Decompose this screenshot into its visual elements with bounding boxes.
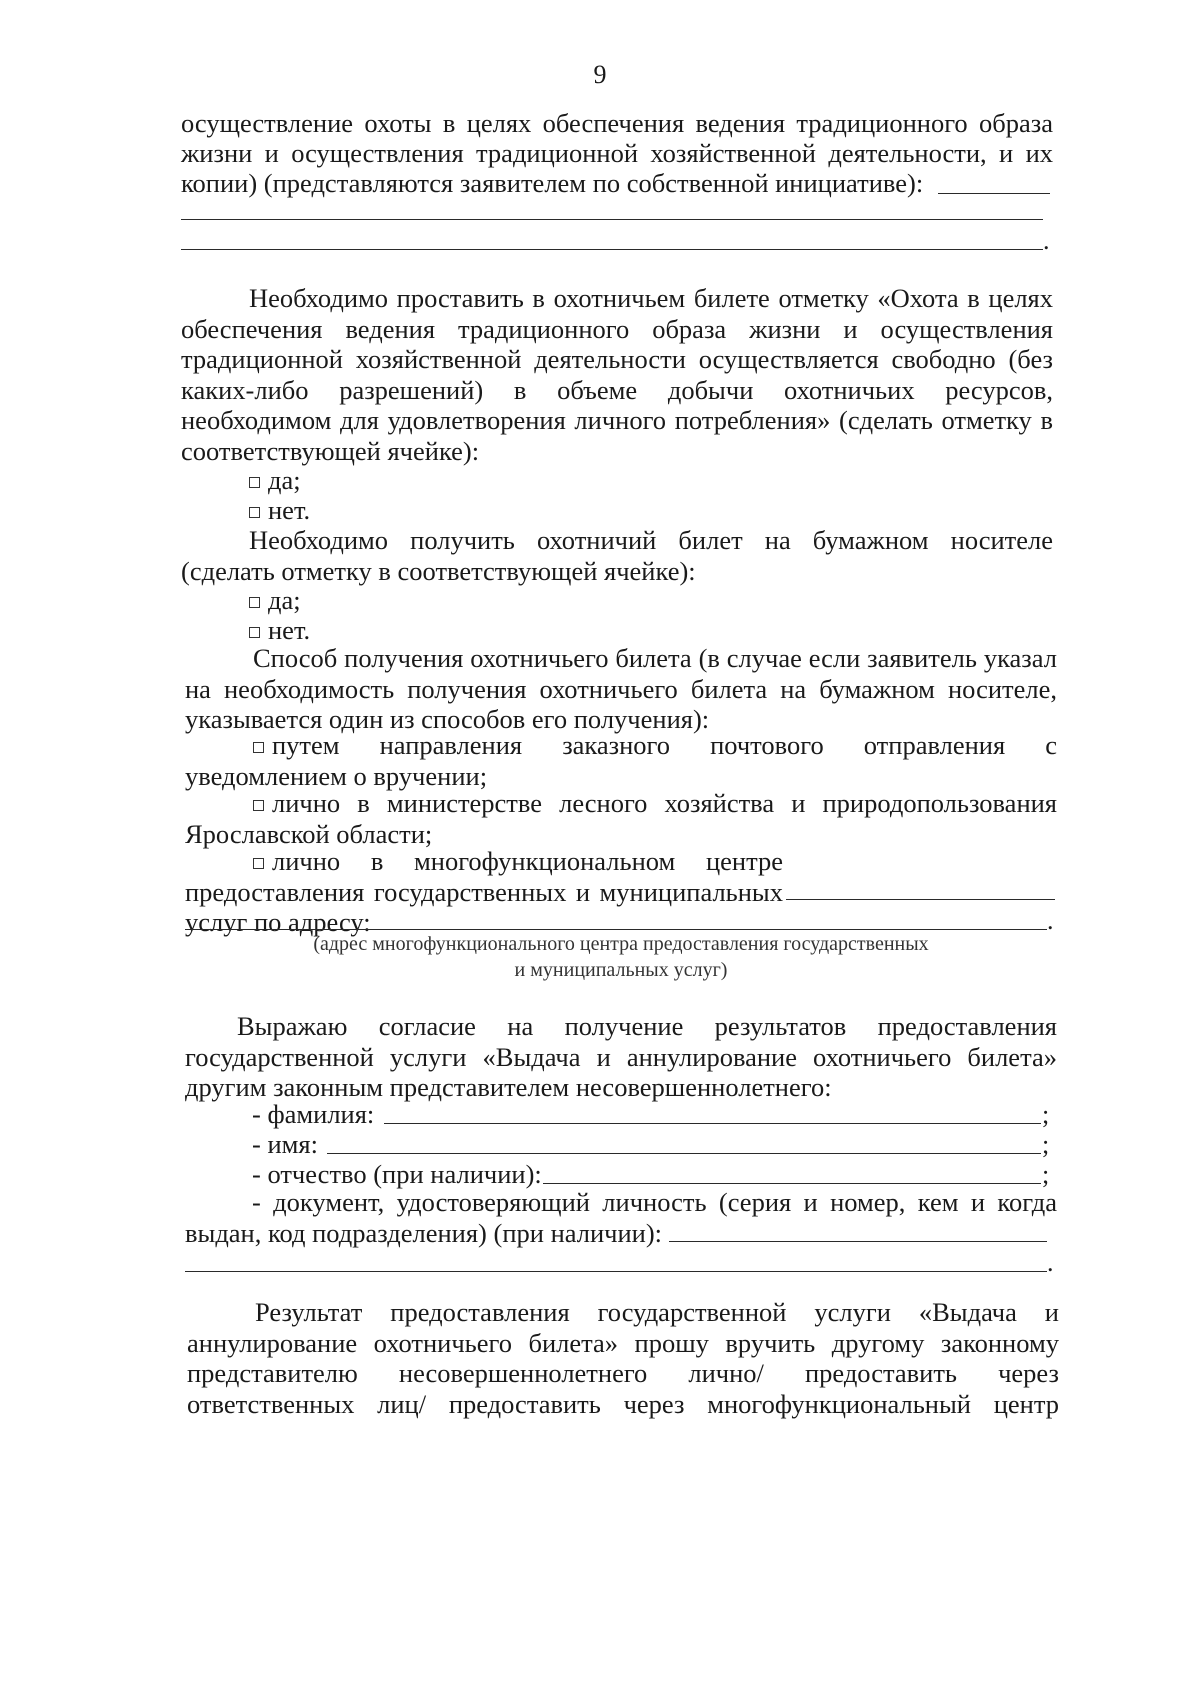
intro-line-1: осуществление охоты в целях обеспечения ведения традиционного образа [181, 108, 1053, 138]
mark-yes-label: да; [268, 465, 301, 495]
method-text: Способ получения охотничьего билета (в случае если заявитель указал на необходимость получения охотничьего билета на бумажном носителе, указывается один из способов его получения): [185, 643, 1057, 734]
paper-no-label: нет. [268, 615, 311, 645]
paper-no-option[interactable] [249, 615, 310, 646]
checkbox-icon[interactable] [249, 507, 260, 518]
consent-surname-row [252, 1099, 374, 1130]
paper-yes-option[interactable] [249, 585, 301, 616]
consent-name-field[interactable] [327, 1153, 1041, 1154]
consent-surname-field[interactable] [384, 1123, 1041, 1124]
consent-patronymic-field[interactable] [543, 1183, 1041, 1184]
mark-question-text: Необходимо проставить в охотничьем билете отметку «Охота в целях обеспечения ведения традиционного образа жизни и осуществления традиционной хозяйственной деятельности осуществляется свободно (без каких-либо разрешений) в объеме добычи охотничьих ресурсов, необходимом для удовлетворения личного потребления» (сделать отметку в соответствующей ячейке): [181, 283, 1053, 466]
consent-document-period: . [1047, 1248, 1054, 1277]
method-option-mfc-label: лично в многофункциональном центре предоставления государственных и муниципальных услуг по адресу: [185, 846, 783, 937]
result-text: Результат предоставления государственной услуги «Выдача и аннулирование охотничьего билета» прошу вручить другому законному представителю несовершеннолетнего лично/ предоставить через ответственных лиц/ предоставить через многофункциональный центр [187, 1297, 1059, 1419]
intro-blank-line-2[interactable] [181, 249, 1043, 250]
method-option-post-label: путем направления заказного почтового отправления с уведомлением о вручении; [185, 730, 1057, 791]
mfc-period: . [1047, 906, 1054, 935]
mfc-address-line-2[interactable] [185, 929, 1047, 930]
consent-text: Выражаю согласие на получение результатов предоставления государственной услуги «Выдача и аннулирование охотничьего билета» другим законным представителем несовершеннолетнего: [185, 1011, 1057, 1102]
consent-surname-label: - фамилия: [252, 1099, 375, 1129]
consent-document-text: - документ, удостоверяющий личность (серия и номер, кем и когда выдан, код подразделения) (при наличии): [185, 1187, 1057, 1248]
consent-document-field[interactable] [669, 1241, 1047, 1242]
checkbox-icon[interactable] [249, 597, 260, 608]
consent-patronymic-semicolon: ; [1042, 1160, 1050, 1189]
paper-yes-label: да; [268, 585, 301, 615]
mark-yes-option[interactable] [249, 465, 301, 496]
checkbox-icon[interactable] [253, 858, 264, 869]
consent-name-semicolon: ; [1042, 1130, 1050, 1159]
mfc-caption-line-1: (адрес многофункционального центра предоставления государственных [313, 933, 929, 955]
intro-period: . [1043, 226, 1050, 255]
intro-line-3-text: копии) (представляются заявителем по собственной инициативе): [181, 168, 924, 198]
mark-no-label: нет. [268, 495, 311, 525]
intro-fill-field[interactable] [938, 171, 1050, 194]
checkbox-icon[interactable] [253, 800, 264, 811]
checkbox-icon[interactable] [253, 742, 264, 753]
checkbox-icon[interactable] [249, 627, 260, 638]
consent-document-line-2[interactable] [185, 1271, 1047, 1272]
page-number: 9 [593, 60, 607, 89]
method-option-ministry[interactable] [185, 788, 1057, 849]
consent-surname-semicolon: ; [1042, 1100, 1050, 1129]
paper-question-text: Необходимо получить охотничий билет на бумажном носителе (сделать отметку в соответствующей ячейке): [181, 525, 1053, 586]
consent-name-row [252, 1129, 318, 1160]
consent-patronymic-row [252, 1159, 542, 1190]
mfc-address-field[interactable] [786, 899, 1055, 900]
consent-name-label: - имя: [252, 1129, 318, 1159]
intro-blank-line-1[interactable] [181, 219, 1043, 220]
method-option-post[interactable] [185, 730, 1057, 791]
mark-no-option[interactable] [249, 495, 310, 526]
method-option-ministry-label: лично в министерстве лесного хозяйства и природопользования Ярославской области; [185, 788, 1057, 849]
intro-line-2: жизни и осуществления традиционной хозяйственной деятельности, и их [181, 138, 1053, 168]
mfc-caption-line-2: и муниципальных услуг) [514, 959, 728, 981]
method-option-mfc[interactable] [185, 846, 783, 938]
intro-line-3 [181, 168, 1050, 199]
checkbox-icon[interactable] [249, 477, 260, 488]
consent-patronymic-label: - отчество (при наличии): [252, 1159, 542, 1189]
